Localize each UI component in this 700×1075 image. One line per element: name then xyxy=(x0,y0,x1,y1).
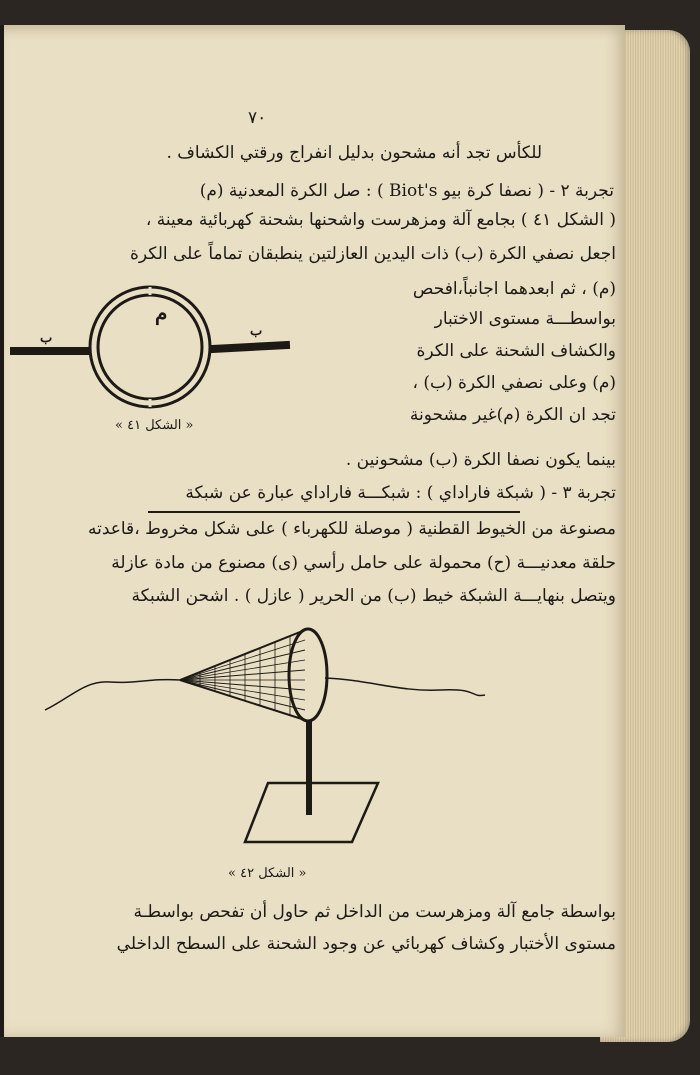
silk-thread-right xyxy=(325,678,485,696)
figure-41-caption: « الشكل ٤١ » xyxy=(115,418,194,433)
figure-42-caption: « الشكل ٤٢ » xyxy=(228,866,307,881)
text-line-1: للكأس تجد أنه مشحون بدليل انفراج ورقتي الكشاف . xyxy=(166,143,542,163)
text-line-7: والكشاف الشحنة على الكرة xyxy=(416,341,616,361)
outer-hemispheres xyxy=(90,287,210,407)
text-line-3: ( الشكل ٤١ ) بجامع آلة ومزهرست واشحنها بشحنة كهربائية معينة ، xyxy=(145,210,616,230)
page-number: ٧٠ xyxy=(248,108,267,128)
text-line-2: تجربة ٢ - ( نصفا كرة بيو Biot's ) : صل الكرة المعدنية (م) xyxy=(199,181,614,201)
figure-42-faraday-net xyxy=(40,620,500,860)
text-line-5: (م) ، ثم ابعدهما اجانباً،افحص xyxy=(412,279,616,299)
text-line-10: بينما يكون نصفا الكرة (ب) مشحونين . xyxy=(345,450,616,470)
text-line-12: مصنوعة من الخيوط القطنية ( موصلة للكهرباء ) على شكل مخروط ،قاعدته xyxy=(87,519,616,539)
label-left: ب xyxy=(40,331,53,346)
silk-thread-left xyxy=(45,680,180,710)
text-line-8: (م) وعلى نصفي الكرة (ب) ، xyxy=(412,373,616,393)
insulating-stand xyxy=(306,720,312,815)
inner-sphere xyxy=(98,295,202,399)
text-line-13: حلقة معدنيـــة (ح) محمولة على حامل رأسي (ى) مصنوع من مادة عازلة xyxy=(111,553,616,573)
text-line-4: اجعل نصفي الكرة (ب) ذات اليدين العازلتين ينطبقان تماماً على الكرة xyxy=(130,244,616,264)
net-cone xyxy=(180,630,305,720)
text-line-15: بواسطة جامع آلة ومزهرست من الداخل ثم حاول أن تفحص بواسطـة xyxy=(133,902,616,922)
left-insulating-handle xyxy=(10,347,90,355)
text-line-6: بواسطـــة مستوى الاختبار xyxy=(434,309,616,329)
label-center: م xyxy=(155,301,168,325)
metal-ring xyxy=(289,629,327,721)
text-underline xyxy=(148,511,520,513)
text-line-11: تجربة ٣ - ( شبكة فاراداي ) : شبكـــة فاراداي عبارة عن شبكة xyxy=(185,483,616,503)
text-line-9: تجد ان الكرة (م)غير مشحونة xyxy=(409,405,616,425)
text-line-16: مستوى الأختبار وكشاف كهربائي عن وجود الشحنة على السطح الداخلي xyxy=(116,934,616,954)
figure-41-hemispheres xyxy=(0,280,300,410)
right-insulating-handle xyxy=(210,341,290,353)
label-right: ب xyxy=(250,324,263,339)
text-line-14: ويتصل بنهايـــة الشبكة خيط (ب) من الحرير ( عازل ) . اشحن الشبكة xyxy=(131,586,616,606)
page-gutter xyxy=(0,25,4,1037)
